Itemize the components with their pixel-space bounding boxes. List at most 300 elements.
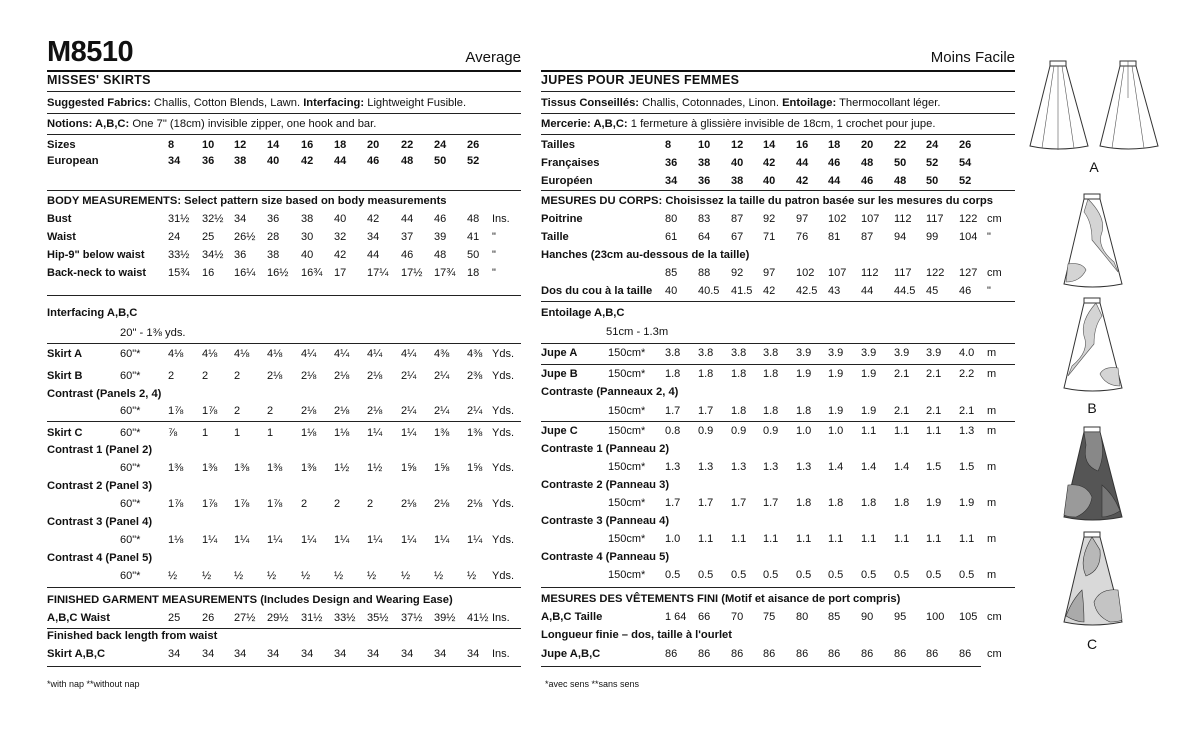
table-cell: 3.9 [796,347,812,359]
table-cell: 1¼ [234,534,250,546]
table-cell: 112 [894,213,912,225]
fabric-width: 150cm* [608,405,646,417]
unit-cell: " [987,285,991,297]
table-cell: 26 [467,139,480,151]
table-cell: 1⅜ [301,462,317,474]
table-cell: 86 [861,648,874,660]
table-cell: 1.3 [959,425,975,437]
row-label: Hip-9" below waist [47,249,145,261]
row-label: Jupe C [541,425,578,437]
table-cell: 20 [861,139,874,151]
notions-line: Notions: A,B,C: One 7" (18cm) invisible zipper, one hook and bar. [47,118,377,130]
table-cell: 2¼ [467,405,483,417]
table-cell: 17 [334,267,347,279]
table-cell: 2⅛ [467,498,483,510]
table-cell: 10 [698,139,711,151]
unit-cell: m [987,533,997,545]
unit-cell: m [987,569,997,581]
table-cell: 34 [234,648,247,660]
table-cell: 50 [434,155,447,167]
table-cell: 85 [828,611,841,623]
table-cell: 100 [926,611,945,623]
section-title: MISSES' SKIRTS [47,73,151,87]
interfacing-value: 51cm - 1.3m [606,326,669,338]
table-cell: 1¼ [467,534,483,546]
table-cell: 33½ [168,249,190,261]
table-cell: 3.9 [894,347,910,359]
table-cell: 3.9 [828,347,844,359]
table-cell: 34 [467,648,480,660]
unit-cell: Yds. [492,370,515,382]
table-cell: 1.0 [828,425,844,437]
footnote: *with nap **without nap [47,679,140,689]
table-cell: 86 [698,648,711,660]
table-cell: 92 [763,213,776,225]
table-cell: 2 [267,405,274,417]
table-cell: 1.9 [959,497,975,509]
table-cell: 0.5 [731,569,747,581]
table-cell: 32½ [202,213,224,225]
unit-cell: Yds. [492,570,515,582]
table-cell: 16 [202,267,215,279]
table-cell: 2⅛ [401,498,417,510]
table-cell: 4⅛ [202,348,218,360]
table-cell: 27½ [234,612,256,624]
unit-cell: m [987,368,997,380]
table-cell: 52 [959,175,972,187]
table-cell: 3.8 [763,347,779,359]
table-cell: 50 [926,175,939,187]
table-cell: 1.1 [731,533,747,545]
table-cell: 42.5 [796,285,818,297]
table-cell: 2.2 [959,368,975,380]
table-cell: 44 [367,249,380,261]
table-cell: 2⅛ [301,405,317,417]
table-cell: 31½ [168,213,190,225]
table-cell: 2¼ [434,370,450,382]
table-cell: 83 [698,213,711,225]
table-cell: 32 [334,231,347,243]
body-measurements-heading: MESURES DU CORPS: Choisissez la taille du patron basée sur les mesures du corps [541,195,993,207]
table-cell: 28 [267,231,280,243]
table-cell: 86 [959,648,972,660]
table-cell: 1.7 [665,405,681,417]
row-label: Skirt C [47,427,83,439]
unit-cell: Yds. [492,405,515,417]
table-cell: 1.3 [796,461,812,473]
table-cell: 44 [861,285,874,297]
table-cell: 86 [796,648,809,660]
table-cell: 0.5 [926,569,942,581]
table-cell: 102 [828,213,847,225]
table-cell: 2.1 [926,405,942,417]
table-cell: 1⅞ [267,498,283,510]
table-cell: ½ [467,570,477,582]
fabric-width: 60"* [120,498,141,510]
unit-cell: cm [987,648,1002,660]
table-cell: 1.1 [926,425,942,437]
table-cell: 71 [763,231,776,243]
table-cell: 1.1 [861,533,877,545]
table-cell: 87 [861,231,874,243]
table-cell: 1¼ [401,534,417,546]
table-cell: 38 [731,175,744,187]
table-cell: 34 [168,155,181,167]
table-cell: 1¼ [434,534,450,546]
table-cell: 2⅛ [334,405,350,417]
table-cell: 3.9 [926,347,942,359]
table-cell: 1.8 [763,405,779,417]
table-cell: 2¼ [434,405,450,417]
unit-cell: m [987,347,997,359]
table-cell: 1.7 [698,405,714,417]
table-cell: 16 [796,139,809,151]
table-cell: 122 [926,267,945,279]
table-cell: 34 [665,175,678,187]
table-cell: 2⅛ [367,370,383,382]
table-cell: 17¾ [434,267,456,279]
table-cell: 50 [467,249,480,261]
table-cell: 4⅜ [434,348,450,360]
table-cell: 36 [267,213,280,225]
table-cell: 44 [401,213,414,225]
view-c-label: C [1086,636,1098,652]
row-label: Skirt A [47,348,83,360]
table-cell: 45 [926,285,939,297]
row-label: Bust [47,213,72,225]
table-cell: 1.1 [959,533,975,545]
table-cell: 38 [698,157,711,169]
table-cell: 117 [926,213,944,225]
table-cell: 43 [828,285,841,297]
table-cell: 8 [168,139,175,151]
unit-cell: Ins. [492,648,510,660]
table-cell: 3.8 [698,347,714,359]
table-cell: 2 [168,370,175,382]
table-cell: 0.9 [698,425,714,437]
finished-heading: FINISHED GARMENT MEASUREMENTS (Includes Design and Wearing Ease) [47,594,453,606]
table-cell: ½ [434,570,444,582]
table-cell: 87 [731,213,744,225]
table-cell: 2⅛ [367,405,383,417]
table-cell: 26½ [234,231,256,243]
table-cell: 1⅜ [467,427,483,439]
table-cell: 24 [168,231,181,243]
unit-cell: Yds. [492,427,515,439]
unit-cell: Ins. [492,213,510,225]
table-cell: 36 [202,155,215,167]
table-cell: 34 [301,648,314,660]
table-cell: 1⅜ [267,462,283,474]
table-cell: 0.5 [763,569,779,581]
table-cell: 46 [434,213,447,225]
table-cell: 16½ [267,267,289,279]
table-cell: ⅞ [168,427,178,439]
table-cell: 107 [828,267,847,279]
fabric-width: 60"* [120,405,141,417]
table-cell: 2¼ [401,405,417,417]
unit-cell: Yds. [492,348,515,360]
table-cell: ½ [234,570,244,582]
table-cell: 104 [959,231,978,243]
row-label: Jupe B [541,368,578,380]
table-cell: 14 [763,139,776,151]
table-cell: 20 [367,139,380,151]
table-cell: 1.4 [861,461,877,473]
table-cell: 42 [763,285,776,297]
table-cell: 1.1 [828,533,844,545]
fabric-width: 60"* [120,348,141,360]
table-cell: 34 [434,648,447,660]
unit-cell: cm [987,213,1002,225]
table-cell: 12 [731,139,744,151]
table-cell: 1⅞ [202,498,218,510]
unit-cell: " [492,249,496,261]
table-cell: 44 [828,175,841,187]
table-cell: 44 [796,157,809,169]
table-cell: 1⅜ [434,427,450,439]
table-cell: 1.7 [698,497,714,509]
unit-cell: " [987,231,991,243]
table-cell: 40 [301,249,314,261]
difficulty-level: Average [465,49,521,66]
table-cell: 16 [301,139,314,151]
table-cell: 22 [401,139,414,151]
table-cell: 75 [763,611,776,623]
table-cell: 102 [796,267,815,279]
table-cell: 24 [926,139,939,151]
table-cell: 17½ [401,267,423,279]
fabric-width: 150cm* [608,347,646,359]
table-cell: 4¼ [301,348,317,360]
table-cell: 18 [828,139,841,151]
table-cell: 37 [401,231,414,243]
row-label: Back-neck to waist [47,267,147,279]
table-cell: 25 [202,231,215,243]
table-cell: 1.1 [894,425,910,437]
unit-cell: m [987,497,997,509]
table-cell: 2.1 [894,405,910,417]
table-cell: 42 [796,175,809,187]
table-cell: 2 [367,498,374,510]
table-cell: 1.1 [796,533,812,545]
table-cell: 1.8 [894,497,910,509]
fabrics-line: Suggested Fabrics: Challis, Cotton Blends, Lawn. Interfacing: Lightweight Fusible. [47,97,467,109]
unit-cell: m [987,425,997,437]
table-cell: 2 [234,370,241,382]
unit-cell: cm [987,267,1002,279]
table-cell: ½ [401,570,411,582]
table-cell: 4⅛ [168,348,184,360]
table-cell: 2 [334,498,341,510]
table-cell: 127 [959,267,978,279]
table-cell: 95 [894,611,907,623]
table-cell: 1⅛ [301,427,317,439]
table-cell: 46 [959,285,972,297]
table-cell: 117 [894,267,912,279]
table-cell: 1⅞ [202,405,218,417]
table-cell: 4⅛ [267,348,283,360]
table-cell: 80 [796,611,809,623]
table-cell: 67 [731,231,744,243]
table-cell: ½ [334,570,344,582]
table-cell: 1.7 [665,497,681,509]
table-cell: 1.8 [796,497,812,509]
table-cell: 90 [861,611,874,623]
table-cell: 1.8 [763,368,779,380]
table-cell: 1.4 [894,461,910,473]
table-cell: 1⅞ [168,405,184,417]
table-cell: 2⅛ [334,370,350,382]
table-cell: 1⅝ [467,462,483,474]
table-cell: 44 [334,155,347,167]
body-measurements-heading: BODY MEASUREMENTS: Select pattern size based on body measurements [47,195,447,207]
table-cell: 40 [334,213,347,225]
pattern-number: M8510 [47,36,134,68]
table-cell: 4¼ [367,348,383,360]
view-b-label: B [1087,400,1097,416]
table-cell: 48 [467,213,480,225]
table-cell: 0.5 [861,569,877,581]
table-cell: 1.5 [926,461,942,473]
table-cell: 86 [828,648,841,660]
table-cell: 0.5 [698,569,714,581]
table-cell: 0.5 [796,569,812,581]
table-cell: 40 [763,175,776,187]
table-cell: 1.9 [828,405,844,417]
table-cell: 92 [731,267,744,279]
table-cell: 1.5 [959,461,975,473]
table-cell: 34 [202,648,215,660]
fabric-width: 150cm* [608,461,646,473]
table-cell: 40 [731,157,744,169]
table-cell: 97 [763,267,776,279]
table-cell: 2 [234,405,241,417]
table-cell: 1.7 [731,497,747,509]
table-cell: 1.1 [763,533,779,545]
table-cell: 36 [698,175,711,187]
table-cell: 1.3 [665,461,681,473]
table-cell: 1.8 [665,368,681,380]
table-cell: 31½ [301,612,323,624]
table-cell: 1¼ [334,534,350,546]
table-cell: ½ [301,570,311,582]
table-cell: 1¼ [367,427,383,439]
table-cell: 42 [334,249,347,261]
table-cell: 42 [763,157,776,169]
view-c-back-illustration [1062,530,1124,630]
table-cell: 2 [202,370,209,382]
unit-cell: m [987,461,997,473]
table-cell: 24 [434,139,447,151]
table-cell: 8 [665,139,672,151]
table-cell: 1⅝ [434,462,450,474]
table-cell: 81 [828,231,841,243]
table-cell: 34½ [202,249,224,261]
table-cell: 1.3 [763,461,779,473]
table-cell: 1 64 [665,611,687,623]
table-cell: 1 [267,427,274,439]
interfacing-heading: Entoilage A,B,C [541,307,625,319]
table-cell: 1.8 [861,497,877,509]
table-cell: ½ [267,570,277,582]
table-cell: 48 [434,249,447,261]
finished-heading: MESURES DES VÊTEMENTS FINI (Motif et aisance de port compris) [541,593,901,605]
table-cell: 0.9 [763,425,779,437]
table-cell: 46 [367,155,380,167]
table-cell: 1¼ [301,534,317,546]
table-cell: 86 [926,648,939,660]
table-cell: 122 [959,213,978,225]
table-cell: 1⅜ [202,462,218,474]
interfacing-value: 20" - 1⅜ yds. [120,327,186,339]
table-cell: 1½ [334,462,350,474]
row-label: Skirt B [47,370,83,382]
view-a-front-illustration [1028,58,1090,153]
table-cell: 86 [665,648,678,660]
table-cell: 16¾ [301,267,323,279]
view-b-back-illustration [1062,296,1124,396]
table-cell: 86 [731,648,744,660]
table-cell: 97 [796,213,809,225]
table-cell: 34 [334,648,347,660]
table-cell: 34 [267,648,280,660]
back-length-heading: Longueur finie – dos, taille à l'ourlet [541,629,733,641]
fabric-width: 150cm* [608,497,646,509]
table-cell: 0.9 [731,425,747,437]
table-cell: 36 [665,157,678,169]
table-cell: 37½ [401,612,423,624]
table-cell: 36 [234,249,247,261]
table-cell: 1.9 [926,497,942,509]
unit-cell: m [987,405,997,417]
table-cell: 1⅞ [168,498,184,510]
table-cell: 2.1 [926,368,942,380]
table-cell: 39 [434,231,447,243]
table-cell: 1.8 [828,497,844,509]
table-cell: 35½ [367,612,389,624]
table-cell: 80 [665,213,678,225]
fabric-width: 60"* [120,462,141,474]
table-cell: 107 [861,213,880,225]
view-c-front-illustration [1062,425,1124,525]
table-cell: 22 [894,139,907,151]
table-cell: 26 [959,139,972,151]
table-cell: 38 [234,155,247,167]
table-cell: 1¼ [401,427,417,439]
table-cell: 1.8 [731,368,747,380]
table-cell: 1⅝ [401,462,417,474]
row-label: Jupe A [541,347,578,359]
table-cell: 64 [698,231,711,243]
table-cell: 105 [959,611,978,623]
table-cell: 2⅛ [267,370,283,382]
table-cell: 0.5 [665,569,681,581]
table-cell: 1¼ [202,534,218,546]
table-cell: 4⅜ [467,348,483,360]
table-cell: 0.5 [959,569,975,581]
table-cell: 46 [828,157,841,169]
table-cell: 85 [665,267,678,279]
table-cell: 40 [665,285,678,297]
table-cell: 15¾ [168,267,190,279]
footnote: *avec sens **sans sens [545,679,640,689]
table-cell: 2¼ [401,370,417,382]
table-cell: 1.3 [698,461,714,473]
table-cell: 38 [267,249,280,261]
table-cell: 2 [301,498,308,510]
unit-cell: Yds. [492,534,515,546]
